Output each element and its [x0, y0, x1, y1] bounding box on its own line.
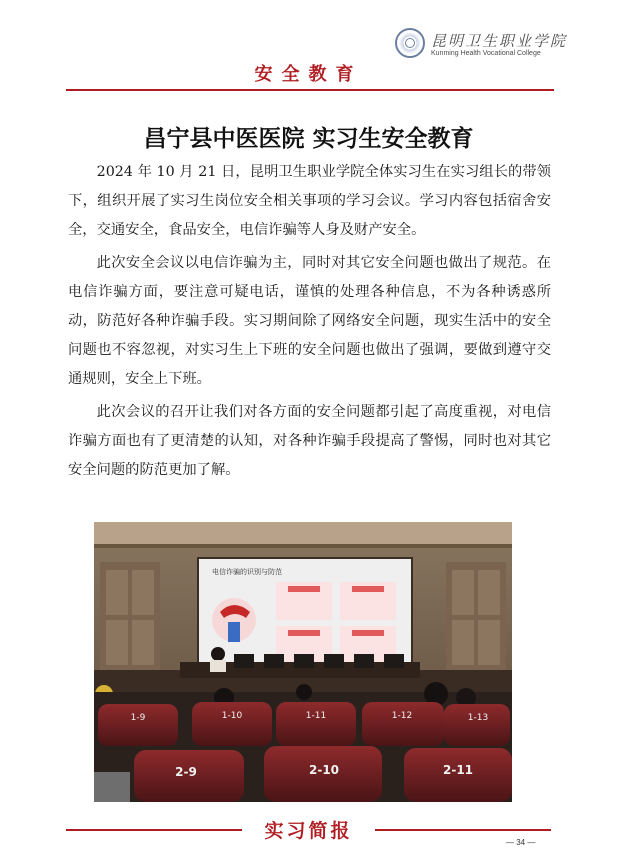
header-divider: [66, 89, 554, 91]
paragraph-1: 2024 年 10 月 21 日，昆明卫生职业学院全体实习生在实习组长的带领下，组织开展了实习生岗位安全相关事项的学习会议。学习内容包括宿舍安全，交通安全，食品安全，电信诈骗等人身及财产安全。: [68, 164, 551, 239]
logo-english-name: Kunming Health Vocational College: [431, 50, 541, 57]
section-heading: 安全教育: [254, 64, 363, 85]
seat-label: 2-9: [175, 765, 197, 779]
meeting-photo: [94, 522, 512, 802]
screen-title: 电信诈骗的识别与防范: [212, 568, 282, 576]
paragraph-2: 此次安全会议以电信诈骗为主，同时对其它安全问题也做出了规范。在电信诈骗方面，要注意可疑电话，谨慎的处理各种信息，不为各种诱惑所动，防范好各种诈骗手段。实习期间除了网络安全问题，现实生活中的安全问题也不容忽视，对实习生上下班的安全问题也做出了强调，要做到遵守交通规则，安全上下班。: [68, 254, 551, 388]
seat-label: 1-9: [130, 713, 146, 723]
seat-label: 2-11: [442, 763, 474, 777]
seat-label: 1-10: [221, 711, 243, 721]
footer-title: 实习简报: [264, 820, 353, 842]
seat-label: 2-10: [308, 763, 340, 777]
logo-chinese-name: 昆明卫生职业学院: [431, 32, 568, 50]
paragraph-3: 此次会议的召开让我们对各方面的安全问题都引起了高度重视，对电信诈骗方面也有了更清楚的认知，对各种诈骗手段提高了警惕，同时也对其它安全问题的防范更加了解。: [68, 403, 551, 479]
seat-label: 1-11: [305, 711, 327, 721]
article-title: 昌宁县中医医院 实习生安全教育: [143, 125, 474, 152]
page-number: — 34 —: [506, 838, 536, 847]
seat-label: 1-12: [391, 711, 413, 721]
seat-label: 1-13: [467, 713, 489, 723]
article-body: [68, 158, 551, 488]
college-seal-icon: [395, 28, 425, 58]
footer-divider-right: [375, 829, 551, 831]
